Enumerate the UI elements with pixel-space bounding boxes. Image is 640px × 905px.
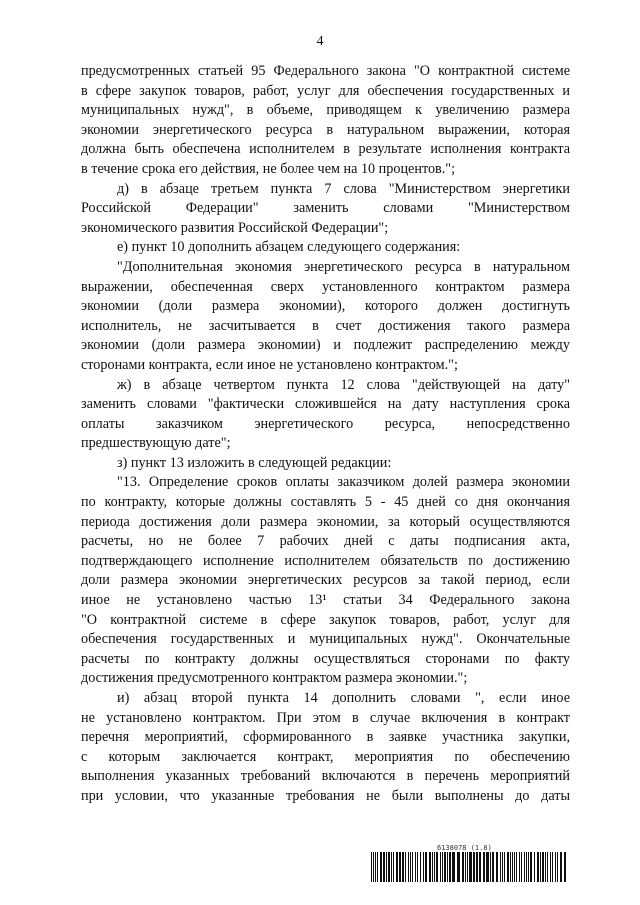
text-line: экономии (доли размера экономии) и подлежит распределению между	[81, 337, 570, 354]
page-number: 4	[316, 34, 324, 49]
text-line: выражении, обеспеченная сверх установленного контрактом размера	[81, 278, 570, 295]
text-line: заменить словами "фактически сложившейся на дату наступления срока	[81, 396, 570, 413]
text-line: д) в абзаце третьем пункта 7 слова "Министерством энергетики	[117, 180, 570, 197]
text-line: муниципальных нужд", в объеме, приводящем к увеличению размера	[81, 102, 570, 119]
text-line: предусмотренных статьей 95 Федерального закона "О контрактной системе	[81, 63, 570, 79]
text-line: экономии энергетического ресурса в натуральном выражении, которая	[81, 121, 570, 138]
text-line: е) пункт 10 дополнить абзацем следующего содержания:	[117, 239, 461, 256]
text-line: периода достижения доли размера экономии, за который осуществляются	[81, 513, 570, 530]
text-line: ж) в абзаце четвертом пункта 12 слова "действующей на дату"	[117, 376, 570, 393]
text-line: должна быть обеспечена исполнителем в результате исполнения контракта	[81, 141, 570, 158]
text-line: расчеты, но не более 7 рабочих дней с даты подписания акта,	[81, 533, 570, 550]
text-line: достижения предусмотренного контрактом размера экономии.";	[81, 670, 468, 687]
text-line: экономического развития Российской Федерации";	[81, 219, 389, 236]
text-line: обеспечения государственных и муниципальных нужд". Окончательные	[81, 631, 570, 648]
text-line: з) пункт 13 изложить в следующей редакции:	[117, 454, 392, 471]
text-line: "О контрактной системе в сфере закупок товаров, работ, услуг для	[81, 611, 570, 628]
text-line: с которым заключается контракт, мероприятия по обеспечению	[81, 748, 570, 765]
text-line: и) абзац второй пункта 14 дополнить словами ", если иное	[117, 690, 570, 706]
document-code: 6138078 (1.8)	[437, 844, 492, 852]
text-line: перечня мероприятий, сформированного в заявке участника закупки,	[81, 729, 570, 746]
text-line: подтверждающего исполнение исполнителем обязательств по достижению	[81, 552, 570, 569]
text-line: в течение срока его действия, не более чем на 10 процентов.";	[81, 160, 456, 177]
body-text	[81, 62, 570, 807]
text-line: сторонами контракта, если иное не установлено контрактом.";	[81, 356, 458, 373]
text-line: не установлено контрактом. При этом в случае включения в контракт	[81, 709, 570, 726]
text-line: оплаты заказчиком энергетического ресурса, непосредственно	[81, 415, 570, 432]
text-line: "Дополнительная экономия энергетического ресурса в натуральном	[117, 258, 570, 275]
text-line: предшествующую дате";	[81, 435, 231, 452]
text-line: выполнения указанных требований включаются в перечень мероприятий	[81, 768, 570, 785]
text-line: по контракту, которые должны составлять 5 - 45 дней со дня окончания	[81, 494, 570, 511]
text-line: исполнитель, не засчитывается в счет достижения такого размера	[81, 317, 570, 334]
text-line: Российской Федерации" заменить словами "Министерством	[81, 200, 570, 217]
text-line: экономии (доли размера экономии), которого должен достигнуть	[81, 298, 570, 315]
text-line: в сфере закупок товаров, работ, услуг для обеспечения государственных и	[81, 82, 570, 99]
text-line: иное не установлено частью 13¹ статьи 34 Федерального закона	[81, 592, 570, 609]
text-line: при условии, что указанные требования не были выполнены до даты	[81, 787, 570, 804]
barcode	[371, 852, 570, 882]
text-line: расчеты по контракту должны осуществляться сторонами по факту	[81, 650, 570, 667]
text-line: доли размера экономии энергетических ресурсов за такой период, если	[81, 572, 570, 589]
text-line: "13. Определение сроков оплаты заказчиком долей размера экономии	[117, 474, 570, 491]
